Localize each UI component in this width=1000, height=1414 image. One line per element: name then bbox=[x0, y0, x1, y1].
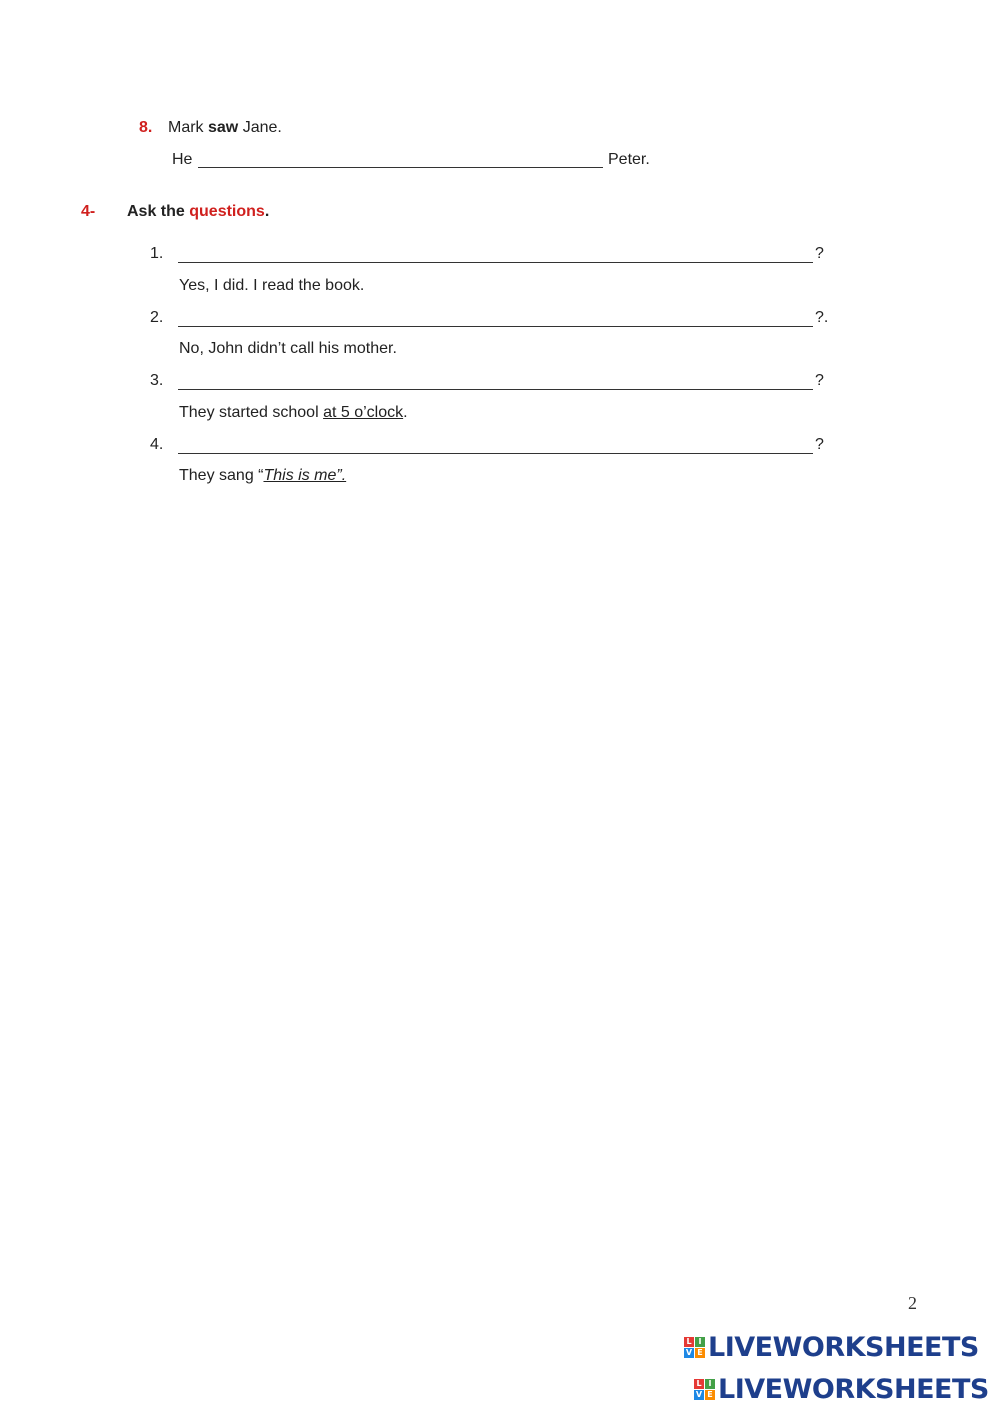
liveworksheets-logo-icon bbox=[694, 1379, 715, 1400]
section-4-title-prefix: Ask the bbox=[127, 203, 190, 220]
logo-letter-i: I bbox=[705, 1379, 715, 1389]
logo-letter-v: V bbox=[685, 1348, 693, 1357]
question-3-number: 3. bbox=[150, 372, 164, 389]
logo-letter-l: L bbox=[684, 1337, 694, 1347]
liveworksheets-logo bbox=[684, 1332, 979, 1363]
item-8-sentence-prefix: Mark bbox=[168, 119, 208, 136]
question-4-answer-underlined: This is me”. bbox=[263, 467, 347, 484]
section-4-title-highlight: questions bbox=[189, 203, 265, 220]
section-4-title-suffix: . bbox=[264, 203, 270, 220]
question-4-answer-prefix: They sang “ bbox=[179, 467, 264, 484]
liveworksheets-logo bbox=[694, 1374, 989, 1405]
item-8-answer-blank[interactable] bbox=[198, 167, 603, 168]
question-3-answer-underlined: at 5 o’clock bbox=[323, 404, 404, 421]
question-3-answer bbox=[179, 404, 408, 422]
question-4-answer bbox=[179, 467, 346, 485]
logo-letter-l: L bbox=[694, 1379, 704, 1389]
section-4-title bbox=[127, 203, 269, 221]
item-8-sentence bbox=[168, 119, 282, 137]
question-2-number: 2. bbox=[150, 309, 164, 326]
question-4-blank[interactable] bbox=[178, 453, 813, 454]
item-8-answer-prefix: He bbox=[172, 151, 193, 168]
logo-letter-v: V bbox=[695, 1390, 703, 1399]
logo-letter-i: I bbox=[695, 1337, 705, 1347]
question-3-blank[interactable] bbox=[178, 389, 813, 390]
item-8-sentence-bold: saw bbox=[208, 119, 239, 136]
item-8-sentence-suffix: Jane. bbox=[238, 119, 282, 136]
question-3-answer-suffix: . bbox=[403, 404, 408, 421]
liveworksheets-logo-icon bbox=[684, 1337, 705, 1358]
item-8-answer-suffix: Peter. bbox=[608, 151, 650, 168]
page-number: 2 bbox=[908, 1293, 917, 1313]
question-4-end: ? bbox=[815, 436, 824, 453]
item-8-number: 8. bbox=[139, 119, 153, 136]
question-2-answer: No, John didn’t call his mother. bbox=[179, 340, 397, 357]
liveworksheets-logo-text: LIVEWORKSHEETS bbox=[718, 1374, 989, 1405]
question-1-number: 1. bbox=[150, 245, 164, 262]
question-2-blank[interactable] bbox=[178, 326, 813, 327]
question-4-number: 4. bbox=[150, 436, 164, 453]
liveworksheets-logo-text: LIVEWORKSHEETS bbox=[708, 1332, 979, 1363]
section-4-number: 4- bbox=[81, 203, 96, 220]
question-3-end: ? bbox=[815, 372, 824, 389]
question-1-blank[interactable] bbox=[178, 262, 813, 263]
logo-letter-e: E bbox=[695, 1348, 705, 1358]
question-1-answer: Yes, I did. I read the book. bbox=[179, 277, 365, 294]
question-1-end: ? bbox=[815, 245, 824, 262]
question-2-end: ?. bbox=[815, 309, 829, 326]
logo-letter-e: E bbox=[705, 1390, 715, 1400]
question-3-answer-prefix: They started school bbox=[179, 404, 324, 421]
